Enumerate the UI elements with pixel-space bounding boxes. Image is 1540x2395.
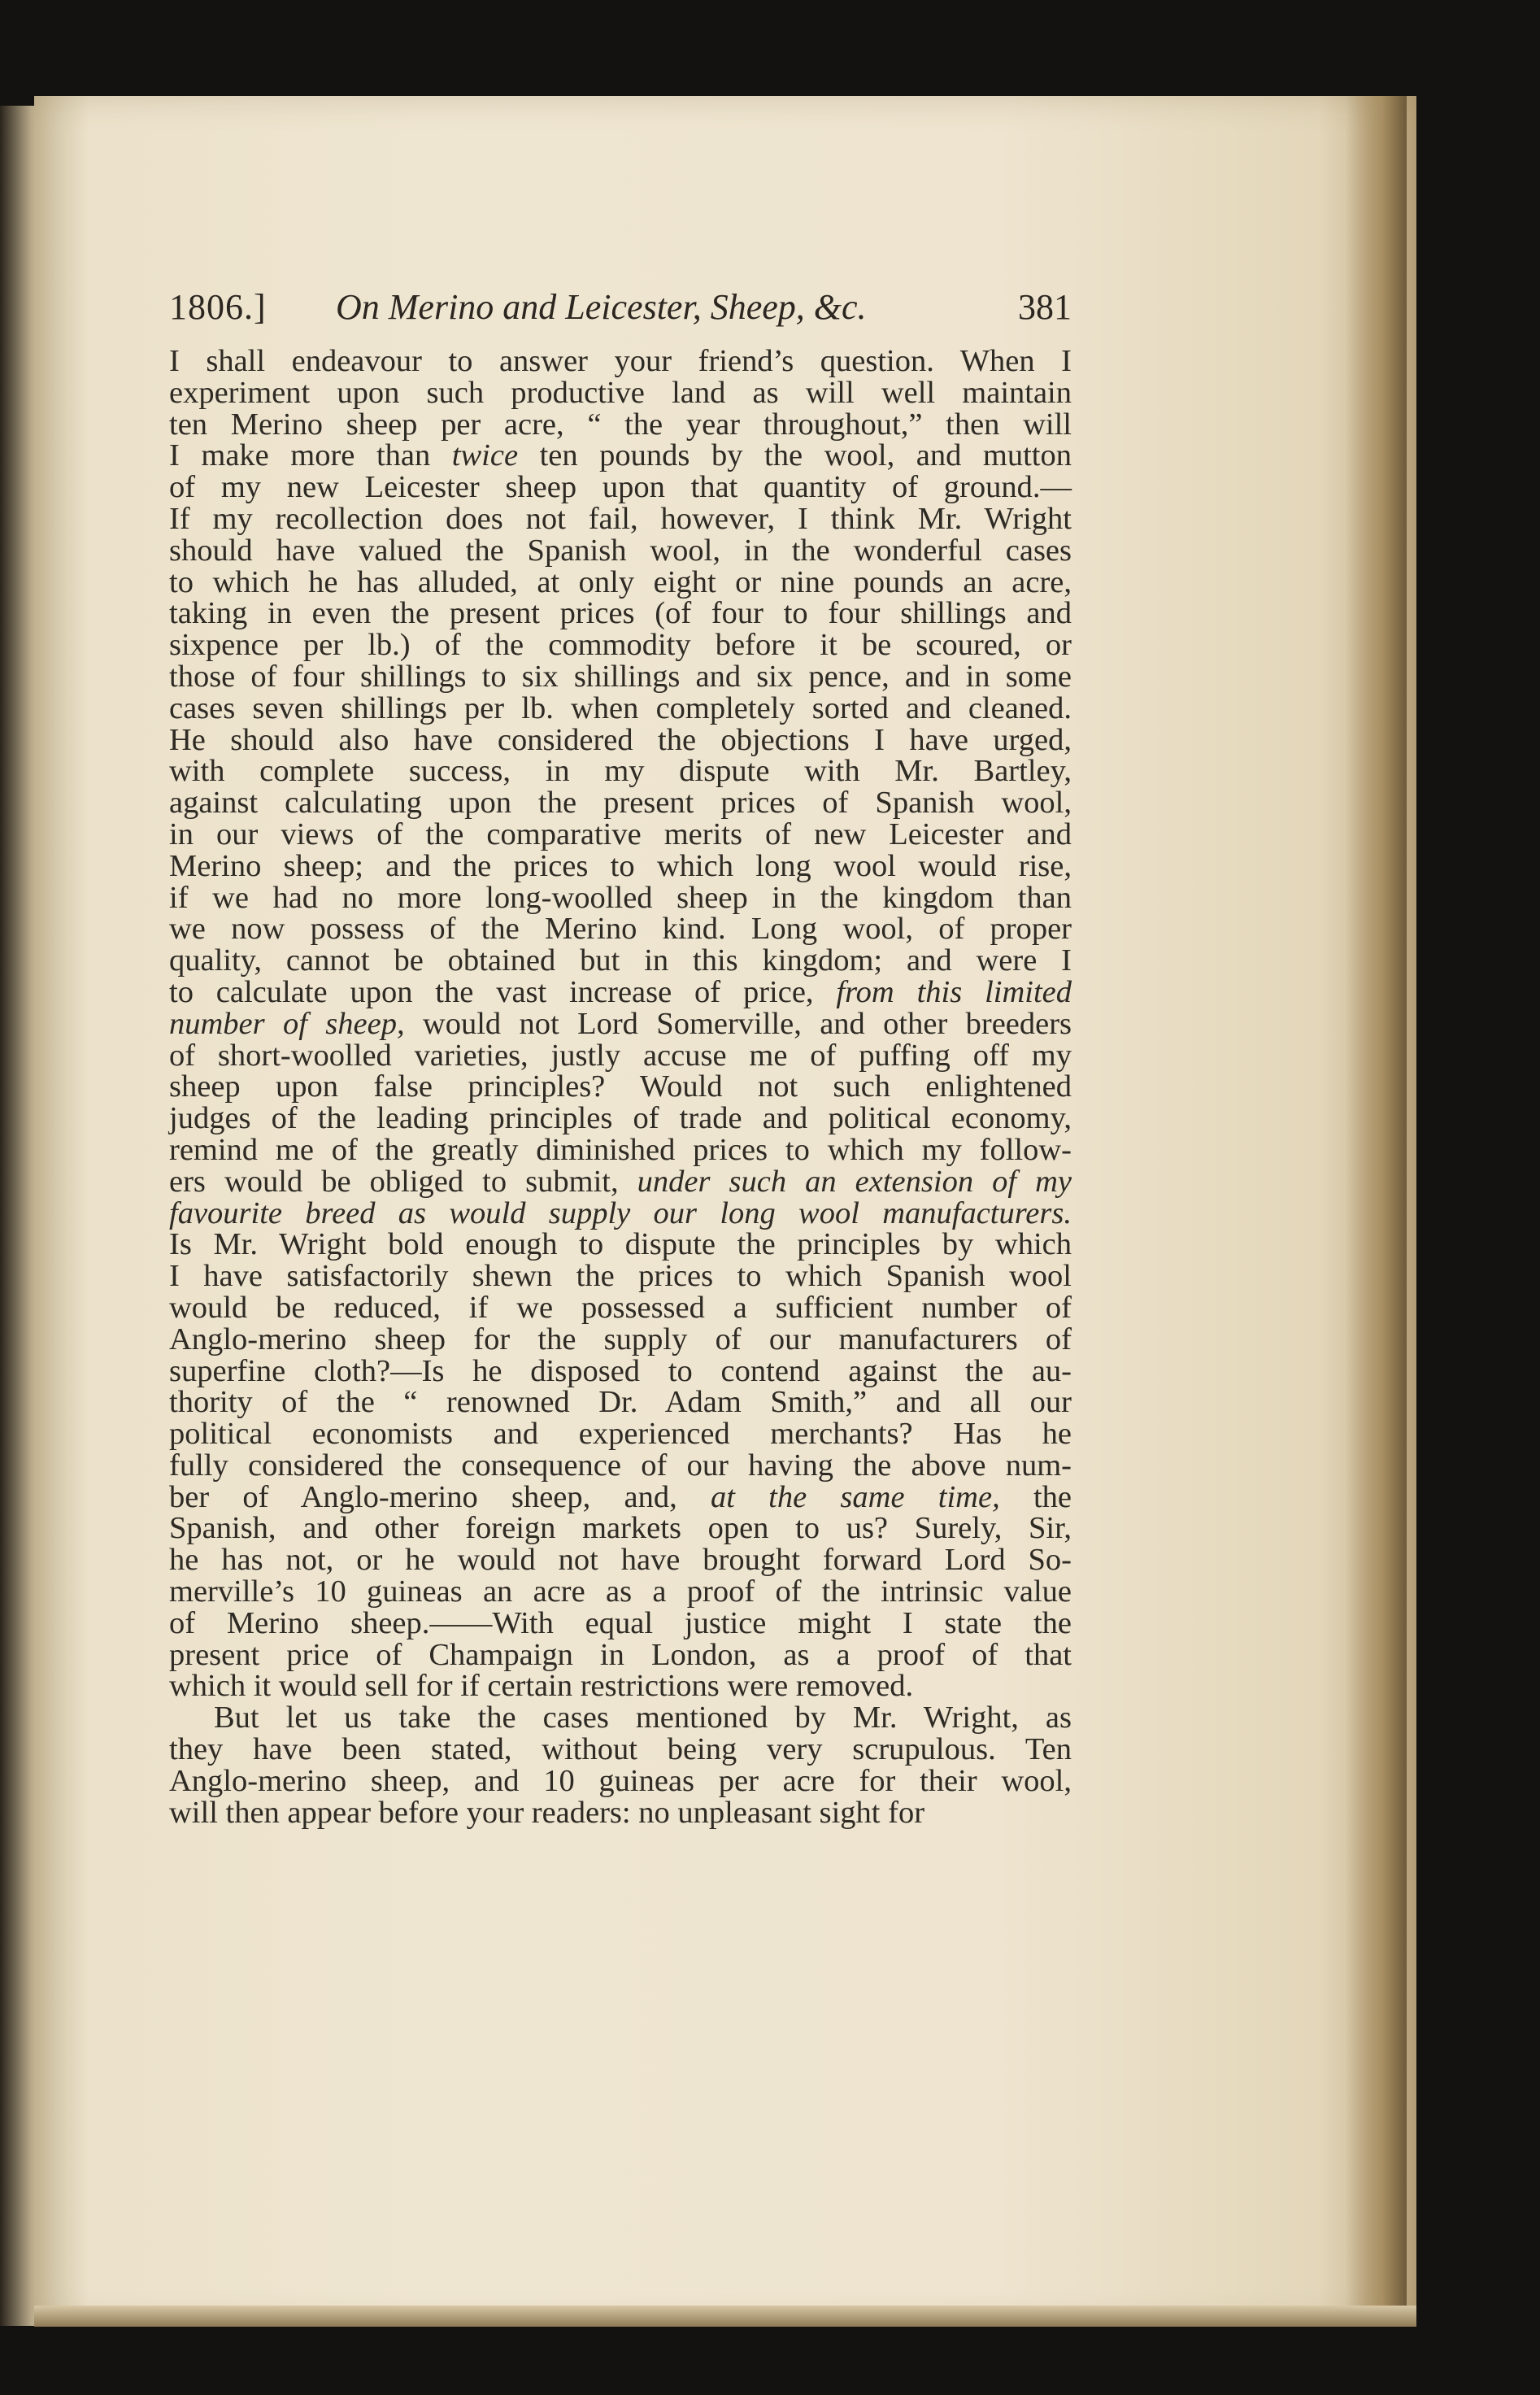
text-run: the xyxy=(999,1479,1072,1514)
text-run: of short-woolled varieties, justly accuse me of puffing off my xyxy=(169,1038,1072,1073)
text-run: he has not, or he would not have brought forward Lord So- xyxy=(169,1543,1072,1578)
text-run: I have satisfactorily shewn the prices to which Spanish wool xyxy=(169,1259,1072,1294)
text-run: Spanish, and other foreign markets open to us? Surely, Sir, xyxy=(169,1511,1072,1546)
text-run: should have valued the Spanish wool, in the wonderful cases xyxy=(169,533,1072,568)
text-run: sixpence per lb.) of the commodity before it be scoured, or xyxy=(169,628,1072,663)
text-line xyxy=(169,1639,1072,1671)
italic-run: favourite breed as would supply our long wool manufacturers. xyxy=(169,1195,1072,1230)
text-line xyxy=(169,1324,1072,1356)
italic-run: at the same time, xyxy=(710,1479,1000,1514)
page-number: 381 xyxy=(1018,287,1072,327)
text-line xyxy=(169,1670,1072,1702)
text-run: we now possess of the Merino kind. Long wool, of proper xyxy=(169,912,1072,947)
text-run: Is Mr. Wright bold enough to dispute the principles by which xyxy=(169,1227,1072,1262)
text-run: would not Lord Somerville, and other breeders xyxy=(404,1006,1072,1041)
text-run: of my new Leicester sheep upon that quantity of ground.— xyxy=(169,470,1072,505)
text-run: superfine cloth?—Is he disposed to contend against the au- xyxy=(169,1353,1072,1388)
text-line xyxy=(169,1734,1072,1766)
running-header xyxy=(169,286,1072,335)
text-run: thority of the “ renowned Dr. Adam Smith,” and all our xyxy=(169,1385,1072,1420)
italic-run: twice xyxy=(451,438,519,473)
text-run: with complete success, in my dispute with Mr. Bartley, xyxy=(169,754,1072,789)
text-line xyxy=(169,472,1072,503)
text-run: ten pounds by the wool, and mutton xyxy=(518,438,1072,473)
text-line xyxy=(169,1229,1072,1261)
text-line xyxy=(169,882,1072,914)
text-line xyxy=(169,1387,1072,1418)
text-run: judges of the leading principles of trade and political economy, xyxy=(169,1101,1072,1136)
text-line xyxy=(169,1479,1072,1514)
text-line xyxy=(169,722,1072,757)
text-run: which it would sell for if certain restrictions were removed. xyxy=(169,1669,914,1704)
text-run: those of four shillings to six shillings and six pence, and in some xyxy=(169,659,1072,694)
text-line xyxy=(169,1166,1072,1198)
text-line xyxy=(169,661,1072,693)
text-line xyxy=(169,1071,1072,1103)
text-run: ten Merino sheep per acre, “ the year throughout,” then will xyxy=(169,407,1072,442)
text-line xyxy=(169,1702,1072,1734)
text-run: ers would be obliged to submit, xyxy=(169,1164,637,1199)
text-run: taking in even the present prices (of four to four shillings and xyxy=(169,596,1072,631)
text-run: merville’s 10 guineas an acre as a proof of the intrinsic value xyxy=(169,1574,1072,1609)
text-run: would be reduced, if we possessed a sufficient number of xyxy=(169,1290,1072,1325)
text-line xyxy=(169,1605,1072,1640)
text-line xyxy=(169,756,1072,787)
italic-run: from this limited xyxy=(836,974,1072,1009)
text-run: will then appear before your readers: no unpleasant sight for xyxy=(169,1795,925,1830)
text-run: present price of Champaign in London, as a proof of that xyxy=(169,1637,1072,1672)
text-run: ber of Anglo-merino sheep, and, xyxy=(169,1479,711,1514)
text-line xyxy=(169,1134,1072,1166)
running-title: On Merino and Leicester, Sheep, &c. xyxy=(336,287,867,327)
text-run: to calculate upon the vast increase of price, xyxy=(169,974,837,1009)
text-line xyxy=(169,974,1072,1009)
text-run: I make more than xyxy=(169,438,452,473)
text-line xyxy=(169,1103,1072,1134)
text-run: Anglo-merino sheep, and 10 guineas per acre for their wool, xyxy=(169,1763,1072,1798)
text-line xyxy=(169,440,1072,472)
text-line xyxy=(169,787,1072,819)
text-run: to which he has alluded, at only eight or nine pounds an acre, xyxy=(169,564,1072,599)
text-run: sheep upon false principles? Would not such enlightened xyxy=(169,1069,1072,1104)
text-run: I shall endeavour to answer your friend’s question. When I xyxy=(169,344,1072,378)
body-text xyxy=(169,346,1072,1828)
text-line xyxy=(169,1513,1072,1544)
text-run: of Merino sheep.——With equal justice might I state the xyxy=(169,1605,1072,1640)
text-run: But let us take the cases mentioned by Mr. Wright, as xyxy=(214,1700,1072,1735)
text-run: Merino sheep; and the prices to which long wool would rise, xyxy=(169,848,1072,883)
text-run: experiment upon such productive land as will well maintain xyxy=(169,375,1072,410)
text-line xyxy=(169,1195,1072,1230)
header-date: 1806.] xyxy=(169,287,267,327)
text-run: they have been stated, without being very scrupulous. Ten xyxy=(169,1732,1072,1767)
text-line xyxy=(169,1418,1072,1450)
italic-run: number of sheep, xyxy=(169,1006,405,1041)
text-line xyxy=(169,1008,1072,1040)
text-run: against calculating upon the present prices of Spanish wool, xyxy=(169,786,1072,821)
text-line xyxy=(169,564,1072,599)
text-line xyxy=(169,503,1072,535)
text-line xyxy=(169,945,1072,977)
text-run: Anglo-merino sheep for the supply of our manufacturers of xyxy=(169,1322,1072,1356)
text-run: cases seven shillings per lb. when completely sorted and cleaned. xyxy=(169,690,1072,725)
text-run: political economists and experienced merchants? Has he xyxy=(169,1417,1072,1452)
text-line xyxy=(169,1040,1072,1072)
page-bottom-edge xyxy=(34,2306,1416,2327)
text-line xyxy=(169,1797,1072,1829)
text-line xyxy=(169,1576,1072,1608)
text-line xyxy=(169,598,1072,629)
text-run: He should also have considered the objections I have urged, xyxy=(169,722,1072,757)
text-line xyxy=(169,1450,1072,1482)
text-line xyxy=(169,816,1072,851)
text-line xyxy=(169,409,1072,441)
text-line xyxy=(169,1292,1072,1324)
text-run: quality, cannot be obtained but in this kingdom; and were I xyxy=(169,943,1072,978)
text-line xyxy=(169,1763,1072,1798)
text-run: If my recollection does not fail, however, I think Mr. Wright xyxy=(169,501,1072,536)
italic-run: under such an extension of my xyxy=(637,1164,1072,1199)
text-run: in our views of the comparative merits of new Leicester and xyxy=(169,816,1072,851)
text-run: fully considered the consequence of our having the above num- xyxy=(169,1448,1072,1483)
text-line xyxy=(169,690,1072,725)
text-line xyxy=(169,848,1072,883)
text-run: remind me of the greatly diminished prices to which my follow- xyxy=(169,1132,1072,1167)
page-fore-edge xyxy=(1346,96,1407,2324)
text-line xyxy=(169,1353,1072,1388)
text-line xyxy=(169,1261,1072,1292)
text-line xyxy=(169,629,1072,661)
text-line xyxy=(169,377,1072,409)
text-line xyxy=(169,535,1072,567)
text-line xyxy=(169,346,1072,377)
text-run: if we had no more long-woolled sheep in the kingdom than xyxy=(169,880,1072,915)
text-line xyxy=(169,1544,1072,1576)
text-line xyxy=(169,913,1072,945)
